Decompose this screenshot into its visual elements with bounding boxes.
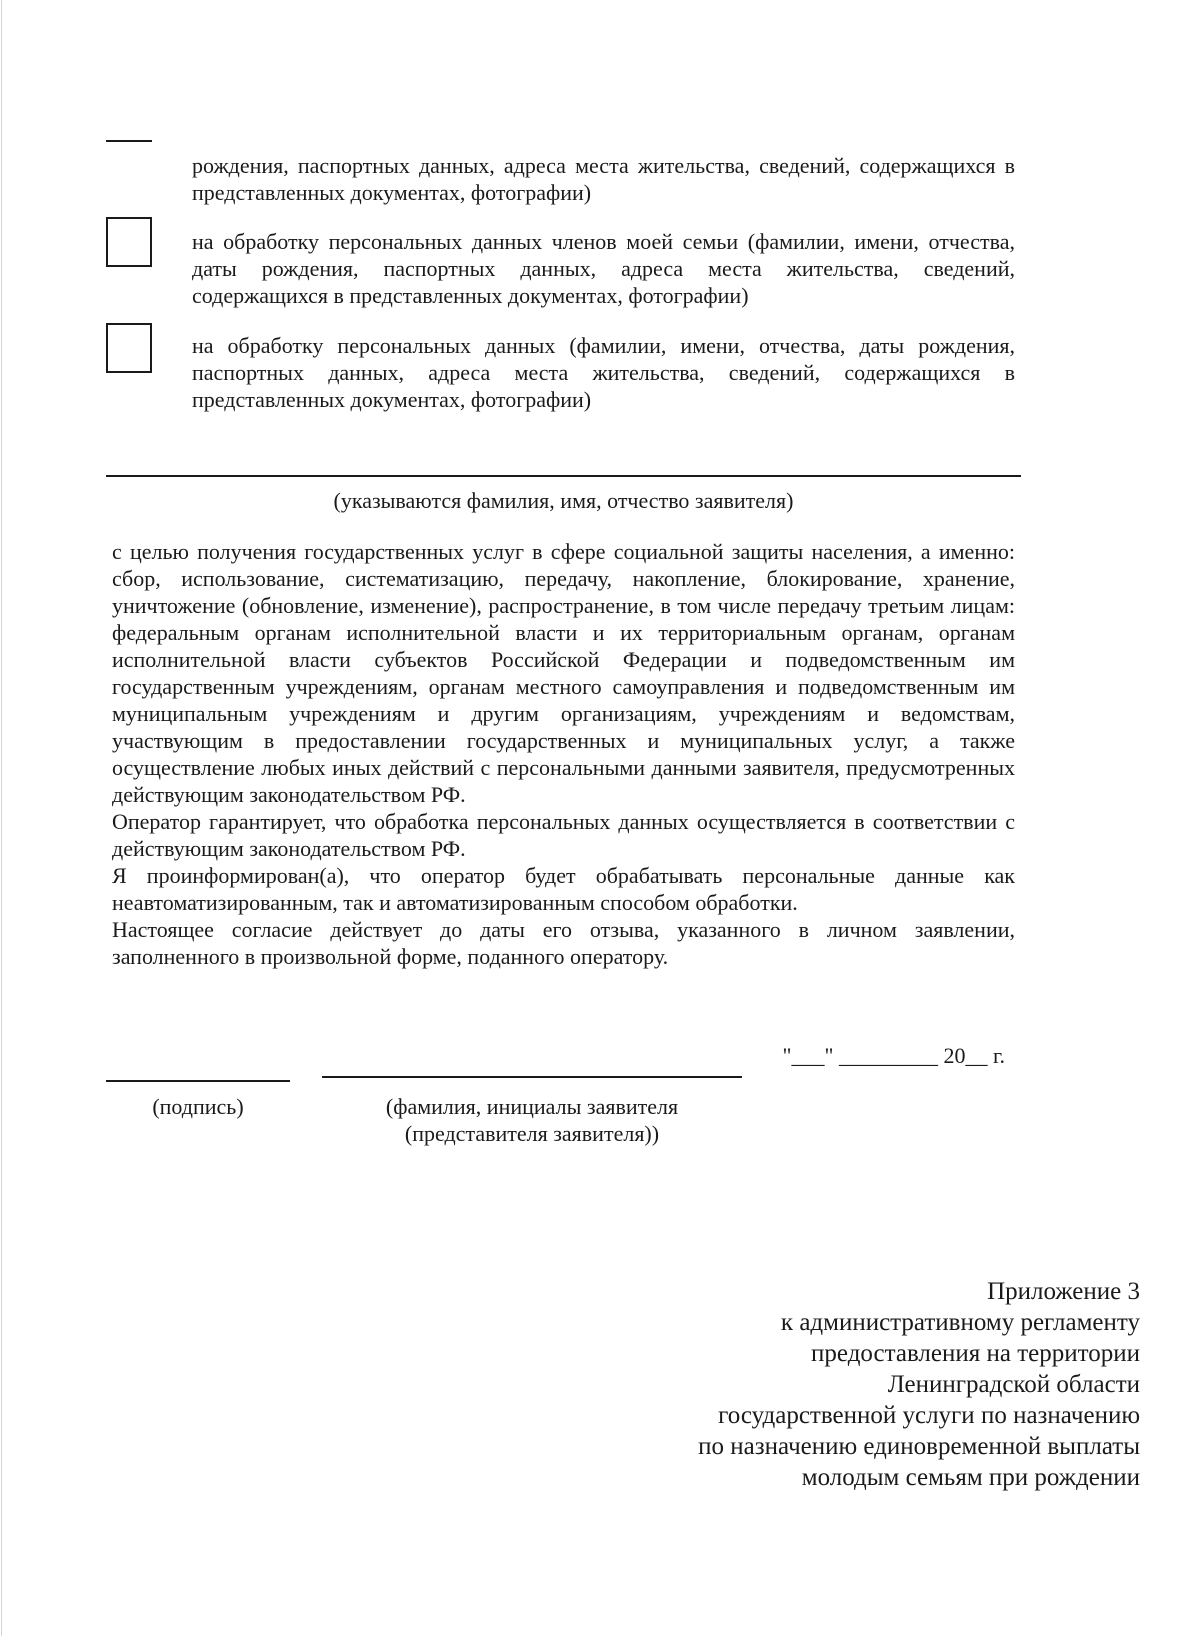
consent-body [112,538,1015,970]
name-caption-line1: (фамилия, инициалы заявителя [385,1094,679,1119]
appendix-line-5: государственной услуги по назначению [718,1402,1140,1429]
consent-item-1-text: рождения, паспортных данных, адреса места жительства, сведений, содержащихся в представленных документах, фотографии) [192,153,1015,205]
previous-checkbox-edge [106,140,152,142]
appendix-heading [560,1276,1140,1493]
applicant-caption: (указываются фамилия, имя, отчество заявителя) [333,488,794,513]
applicant-name-line [106,475,1021,477]
name-caption [322,1093,742,1147]
body-paragraph-purpose: с целью получения государственных услуг в сфере социальной защиты населения, а именно: сбор, использование, систематизацию, передачу, накопление, блокирование, хранение, уничтожение (обновление, изменение), распространение, в том числе передачу третьим лицам: федеральным органам исполнительной власти и их территориальным органам, органам исполнительной власти субъектов Российской Федерации и подведомственным им государственным учреждениям, органам местного самоуправления и подведомственным им муниципальным учреждениям и другим организациям, учреждениям и ведомствам, участвующим в предоставлении государственных и муниципальных услуг, а также осуществление любых иных действий с персональными данными заявителя, предусмотренных действующим законодательством РФ. [112,539,1015,807]
signature-caption: (подпись) [152,1094,244,1119]
name-caption-line2: (представителя заявителя)) [404,1121,660,1146]
body-paragraph-guarantee: Оператор гарантирует, что обработка персональных данных осуществляется в соответствии с действующим законодательством РФ. [112,809,1015,861]
consent-item-1 [192,152,1015,206]
consent-checkbox-self[interactable] [106,323,152,373]
consent-checkbox-family[interactable] [106,217,152,267]
consent-item-3-text: на обработку персональных данных (фамилии, имени, отчества, даты рождения, паспортных данных, адреса места жительства, сведений, содержащихся в представленных документах, фотографии) [192,333,1015,412]
body-paragraph-validity: Настоящее согласие действует до даты его отзыва, указанного в личном заявлении, заполненного в произвольной форме, поданного оператору. [112,917,1015,969]
consent-item-3 [192,332,1015,413]
applicant-name-sign-line [322,1076,742,1078]
appendix-line-3: предоставления на территории [811,1340,1140,1367]
appendix-line-1: Приложение 3 [987,1278,1140,1305]
appendix-line-2: к административному регламенту [780,1309,1140,1336]
appendix-line-6: по назначению единовременной выплаты [698,1433,1140,1460]
consent-item-2-text: на обработку персональных данных членов моей семьи (фамилии, имени, отчества, даты рождения, паспортных данных, адреса места жительства, сведений, содержащихся в представленных документах, фотографии) [192,229,1015,308]
consent-item-2 [192,228,1015,309]
appendix-line-4: Ленинградской области [887,1371,1140,1398]
signature-line [106,1080,290,1082]
body-paragraph-informed: Я проинформирован(а), что оператор будет обрабатывать персональные данные как неавтоматизированным, так и автоматизированным способом обработки. [112,863,1015,915]
appendix-line-7: молодым семьям при рождении [801,1464,1140,1491]
date-line: "___" _________ 20__ г. [782,1043,1005,1068]
scan-edge-line [1,0,2,1636]
